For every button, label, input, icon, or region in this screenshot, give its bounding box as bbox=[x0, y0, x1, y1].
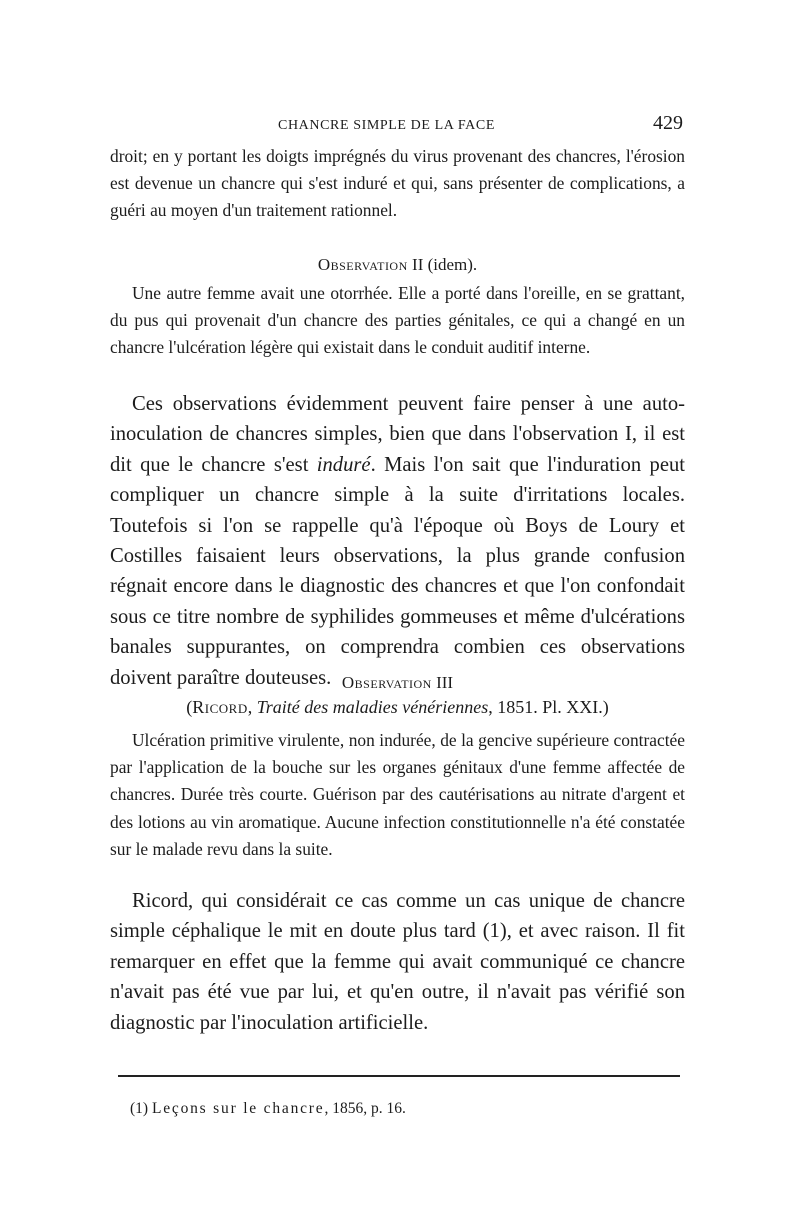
heading-number: II (idem). bbox=[412, 255, 478, 274]
footnote-marker: (1) bbox=[130, 1100, 149, 1117]
page-header bbox=[110, 112, 685, 140]
footnote-title: Leçons sur le chancre bbox=[151, 1100, 325, 1117]
conclusion-paragraph bbox=[110, 886, 685, 1038]
commentary-text bbox=[110, 389, 685, 693]
page-number: 429 bbox=[653, 112, 683, 134]
footnote-rule bbox=[118, 1075, 680, 1077]
reference-open: ( bbox=[186, 697, 193, 717]
reference-separator: , bbox=[247, 697, 257, 717]
text-part: Ces observations évidemment peuvent faire penser à une auto-inoculation de chancres simples, bien que dans l'observation I, il est dit que le chancre s'est bbox=[110, 393, 685, 476]
observation-2-body bbox=[110, 280, 685, 362]
heading-number: III bbox=[436, 673, 454, 692]
reference-details: , 1851. Pl. XXI.) bbox=[488, 697, 609, 717]
observation-3-reference bbox=[110, 697, 685, 718]
observation-3-body bbox=[110, 727, 685, 863]
heading-label: Observation bbox=[341, 673, 432, 692]
reference-author: Ricord bbox=[192, 697, 248, 717]
conclusion-text: Ricord, qui considérait ce cas comme un cas unique de chancre simple céphalique le mit en doute plus tard (1), et avec raison. Il fit remarquer en effet que la femme qui avait communiqué ce chancre n'avait pas été vue par lui, et qu'en outre, il n'avait pas vérifié son diagnostic par l'inoculation artificielle. bbox=[110, 890, 685, 1034]
observation-3-heading bbox=[110, 673, 685, 693]
commentary-paragraph bbox=[110, 389, 685, 693]
heading-label: Observation bbox=[317, 255, 408, 274]
reference-title: Traité des maladies vénériennes bbox=[256, 697, 489, 717]
paragraph-text: droit; en y portant les doigts imprégnés du virus provenant des chancres, l'érosion est devenue un chancre qui s'est induré et qui, sans présenter de complications, a guéri au moyen d'un traitement rationnel. bbox=[110, 146, 685, 221]
observation-2-heading bbox=[110, 255, 685, 275]
observation-text: Une autre femme avait une otorrhée. Elle a porté dans l'oreille, en se grattant, du pus qui provenait d'un chancre des parties génitales, ce qui a changé en un chancre l'ulcération légère qui existait dans le conduit auditif interne. bbox=[110, 283, 685, 358]
running-head: CHANCRE SIMPLE DE LA FACE bbox=[278, 118, 495, 133]
footnote bbox=[130, 1100, 406, 1118]
emphasis-term: induré bbox=[316, 453, 371, 476]
text-part: . Mais l'on sait que l'induration peut compliquer un chancre simple à la suite d'irritations locales. Toutefois si l'on se rappelle qu'à l'époque où Boys de Loury et Costilles faisaient leurs observations, la plus grande confusion régnait encore dans le diagnostic des chancres et que l'on confondait sous ce titre nombre de syphilides gommeuses et même d'ulcérations banales suppurantes, on comprendra combien ces observations doivent paraître douteuses. bbox=[110, 453, 685, 689]
footnote-details: , 1856, p. 16. bbox=[324, 1100, 406, 1117]
observation-text: Ulcération primitive virulente, non indurée, de la gencive supérieure contractée par l'application de la bouche sur les organes génitaux d'une femme affectée de chancres. Durée très courte. Guérison par des cautérisations au nitrate d'argent et des lotions au vin aromatique. Aucune infection constitutionnelle n'a été constatée sur le malade revu dans la suite. bbox=[110, 730, 685, 859]
paragraph-continuation bbox=[110, 143, 685, 225]
